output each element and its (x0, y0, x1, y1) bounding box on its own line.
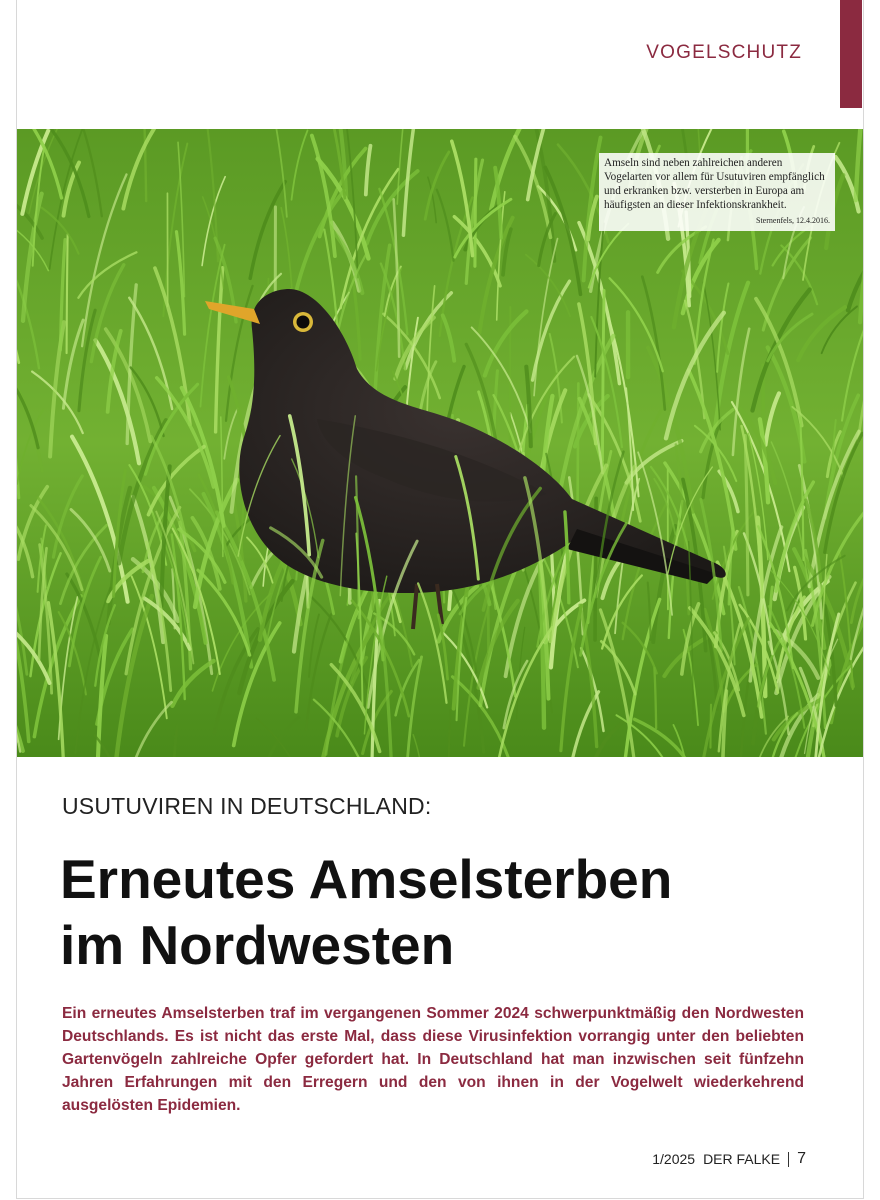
photo-caption (599, 153, 835, 231)
section-rubric: VOGELSCHUTZ (646, 42, 802, 63)
headline-line-2: im Nordwesten (60, 914, 455, 976)
page-number: 7 (797, 1150, 806, 1167)
article-headline (60, 846, 820, 978)
footer-divider (788, 1152, 789, 1167)
article-lead: Ein erneutes Amselsterben traf im vergangenen Sommer 2024 schwerpunktmäßig den Nordwesten Deutschlands. Es ist nicht das erste Mal, dass diese Virusinfektion vorrangig unter den beliebten Gartenvögeln zahlreiche Opfer gefordert hat. In Deutschland hat man inzwischen seit fünfzehn Jahren Erfahrungen mit den Erregern und den von ihnen in der Vogelwelt wiederkehrend ausgelösten Epidemien. (62, 1005, 804, 1114)
headline-line-1: Erneutes Amselsterben (60, 848, 673, 910)
article-kicker: USUTUVIREN IN DEUTSCHLAND: (62, 793, 432, 819)
rubric-color-bar (840, 0, 862, 108)
caption-text: Amseln sind neben zahlreichen anderen Vogelarten vor allem für Usutuviren empfänglich und erkranken bzw. versterben in Europa am häufigsten an dieser Infektionskrankheit. (604, 157, 825, 211)
caption-credit: Sternenfels, 12.4.2016. (756, 216, 830, 225)
magazine-name: DER FALKE (703, 1151, 781, 1167)
issue-number: 1/2025 (652, 1151, 696, 1167)
page-footer (652, 1150, 806, 1168)
